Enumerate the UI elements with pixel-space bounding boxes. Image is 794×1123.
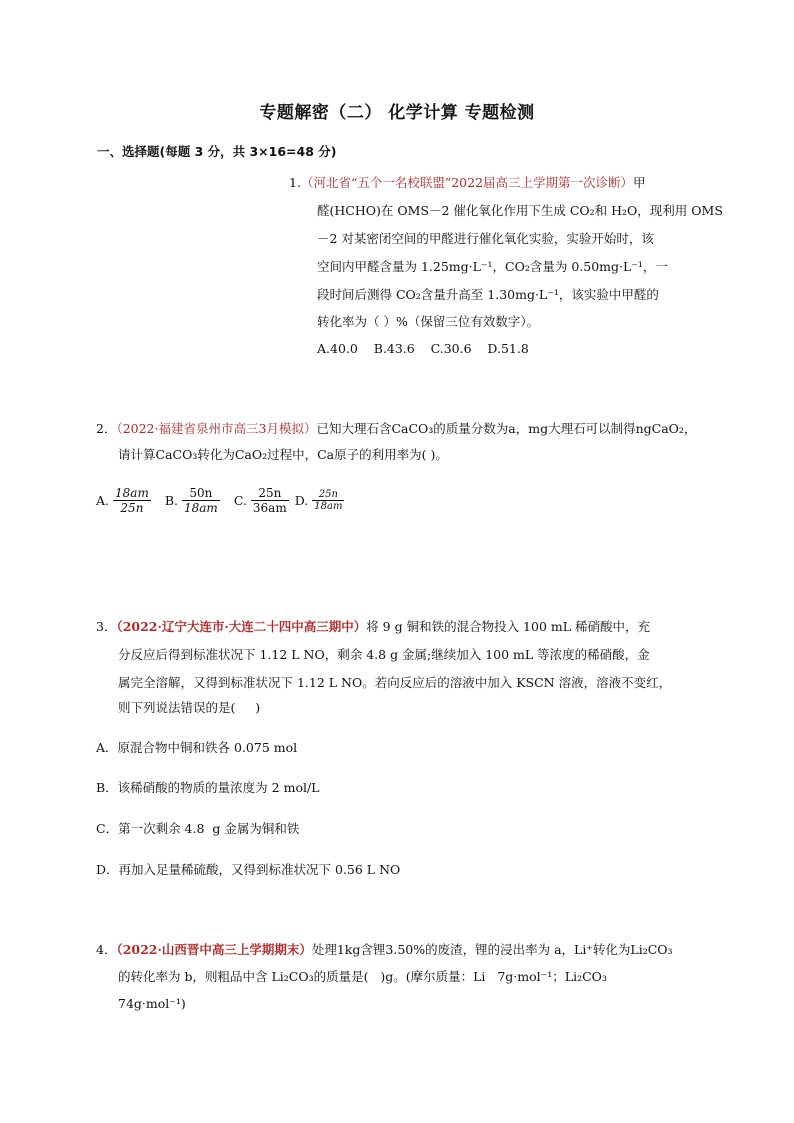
q2-option-b-label: B. [164,493,178,508]
q2-source: （2022·福建省泉州市高三3月模拟） [116,421,317,436]
q2-option-d-label: D. [294,493,309,508]
q1-line-1 [289,174,646,192]
q1-line-3: －2 对某密闭空间的甲醛进行催化氧化实验，实验开始时，该 [317,231,654,246]
q2-line-1 [96,420,696,438]
q2-option-c-fraction [251,486,289,515]
q1-number: 1. [289,175,301,190]
q2-option-d-denominator: 18am [314,501,343,512]
q2-option-a-label: A. [96,493,110,508]
q2-number: 2． [96,421,117,436]
q3-line-1 [96,618,650,636]
q4-line-1 [96,941,673,959]
q2-option-d-numerator: 25n [312,489,344,501]
section-heading: 一、选择题(每题 3 分，共 3×16=48 分) [97,144,337,159]
q1-line-4: 空间内甲醛含量为 1.25mg·L⁻¹，CO₂含量为 0.50mg·L⁻¹，一 [317,259,668,274]
q1-options: A.40.0 B.43.6 C.30.6 D.51.8 [317,341,529,356]
q3-line-1-tail: 将 9 g 铜和铁的混合物投入 100 mL 稀硝酸中，充 [366,619,651,634]
q3-line-4: 则下列说法错误的是( ) [118,700,261,715]
q1-line-5: 段时间后测得 CO₂含量升高至 1.30mg·L⁻¹，该实验中甲醛的 [317,287,659,302]
q3-option-a: A．原混合物中铜和铁各 0.075 mol [96,740,298,755]
q3-number: 3． [96,619,117,634]
q4-source: （2022·山西晋中高三上学期期末） [116,942,312,957]
q4-line-1-tail: 处理1kg含锂3.50%的废渣，锂的浸出率为 a，Li⁺转化为Li₂CO₃ [311,942,673,957]
q2-option-c-numerator: 25n [251,486,289,501]
q3-source: （2022·辽宁大连市·大连二十四中高三期中） [116,619,367,634]
q2-option-c-label: C. [233,493,247,508]
q3-line-2: 分反应后得到标准状况下 1.12 L NO，剩余 4.8 g 金属;继续加入 100 mL 等浓度的稀硝酸，金 [118,647,650,662]
q1-source: （河北省“五个一名校联盟”2022届高三上学期第一次诊断） [300,175,634,190]
q4-line-3: 74g·mol⁻¹) [118,996,186,1011]
q2-options [96,486,344,515]
q4-number: 4． [96,942,117,957]
q1-line-2: 醛(HCHO)在 OMS－2 催化氧化作用下生成 CO₂和 H₂O，现利用 OMS [317,203,723,218]
q3-line-3: 属完全溶解，又得到标准状况下 1.12 L NO。若向反应后的溶液中加入 KSCN 溶液，溶液不变红， [118,675,672,690]
q2-option-a-numerator: 18am [115,486,149,500]
q2-option-d-fraction [312,489,344,512]
q2-line-2: 请计算CaCO₃转化为CaO₂过程中，Ca原子的利用率为( )。 [118,447,448,462]
q2-line-1-tail: 已知大理石含CaCO₃的质量分数为a，mg大理石可以制得ngCaO₂， [316,421,697,436]
q4-line-2: 的转化率为 b，则粗品中含 Li₂CO₃的质量是( )g。(摩尔质量：Li 7g·mol⁻¹；Li₂CO₃ [118,969,607,984]
q3-option-b: B．该稀硝酸的物质的量浓度为 2 mol/L [96,780,320,795]
q3-option-d: D．再加入足量稀硫酸，又得到标准状况下 0.56 L NO [96,862,401,877]
q2-option-b-denominator: 18am [184,501,218,515]
page-title: 专题解密（二） 化学计算 专题检测 [259,103,535,123]
q2-option-a-fraction [113,486,151,515]
q2-option-a-denominator: 25n [120,501,144,515]
q2-option-b-fraction [182,486,220,515]
q2-option-c-denominator: 36am [252,501,287,515]
q1-line-6: 转化率为（ ）%（保留三位有效数字）。 [317,314,540,329]
q1-line-1-tail: 甲 [633,175,646,190]
q3-option-c: C．第一次剩余 4.8 g 金属为铜和铁 [96,821,300,836]
q2-option-b-numerator: 50n [182,486,220,501]
